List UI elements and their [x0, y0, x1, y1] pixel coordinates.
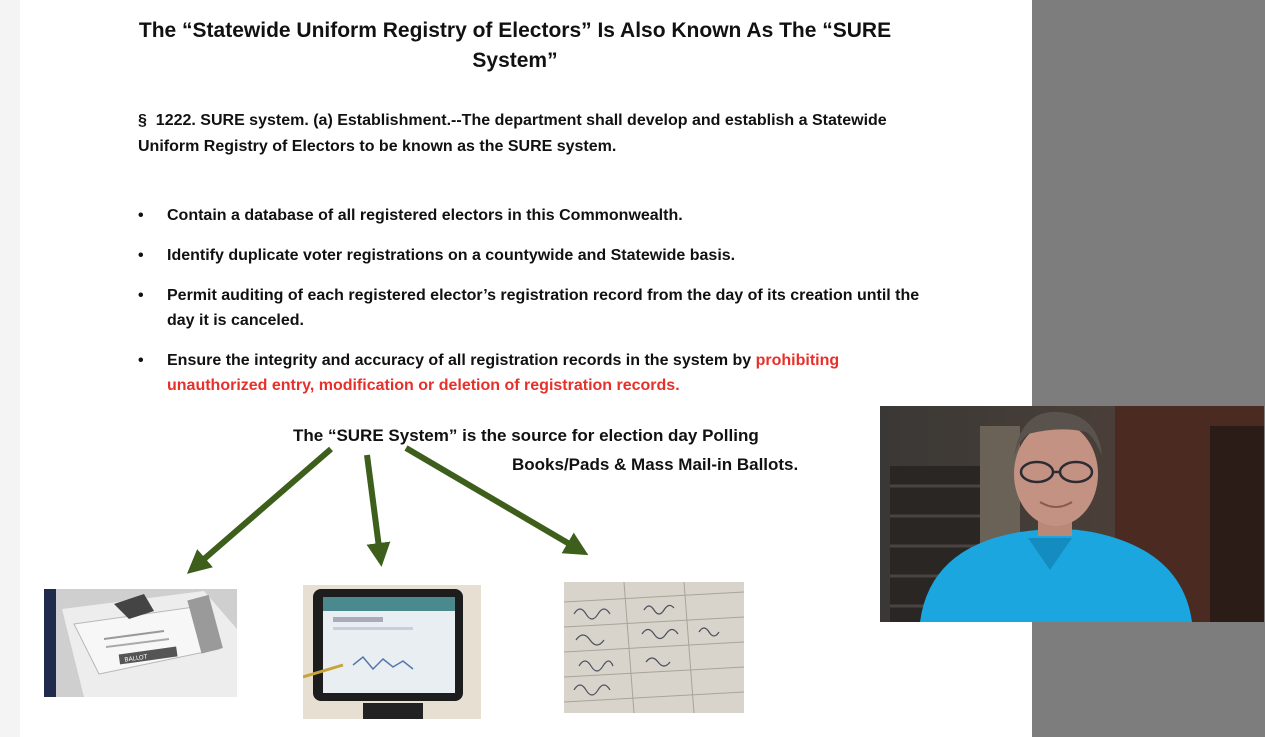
section-text: 1222. SURE system. (a) Establishment.--The department shall develop and establish a Statewide Uniform Registry of Electors to be known as the SURE system.: [138, 112, 887, 155]
presenter-video-feed: [880, 406, 1264, 622]
sure-source-line-2: Books/Pads & Mass Mail-in Ballots.: [512, 455, 799, 474]
sure-source-line-1: The “SURE System” is the source for election day Polling: [293, 426, 759, 445]
list-item: • Permit auditing of each registered elector’s registration record from the day of its creation until the day it is canceled.: [138, 283, 938, 333]
highlight-text: prohibiting unauthorized entry, modification or deletion of registration records.: [167, 352, 840, 394]
mail-in-ballot-envelopes-icon: [44, 589, 237, 697]
side-panel: [1032, 0, 1265, 737]
ballot-label: BALLOT: [124, 653, 148, 664]
list-item: • Identify duplicate voter registrations on a countywide and Statewide basis.: [138, 243, 938, 268]
arrow-to-pollbook: [406, 448, 578, 549]
section-symbol: §: [138, 112, 147, 129]
paper-polling-book-signatures-icon: [564, 582, 744, 713]
slide-title: The “Statewide Uniform Registry of Electors” Is Also Known As The “SURE System”: [138, 19, 892, 72]
arrow-to-pollpad: [367, 455, 380, 555]
list-item: • Ensure the integrity and accuracy of all registration records in the system by prohibiting unauthorized entry, modification or deletion of registration records.: [138, 348, 938, 398]
list-item: • Contain a database of all registered electors in this Commonwealth.: [138, 203, 938, 228]
electronic-pollbook-tablet-icon: [303, 585, 481, 719]
arrow-to-ballots: [196, 449, 331, 566]
